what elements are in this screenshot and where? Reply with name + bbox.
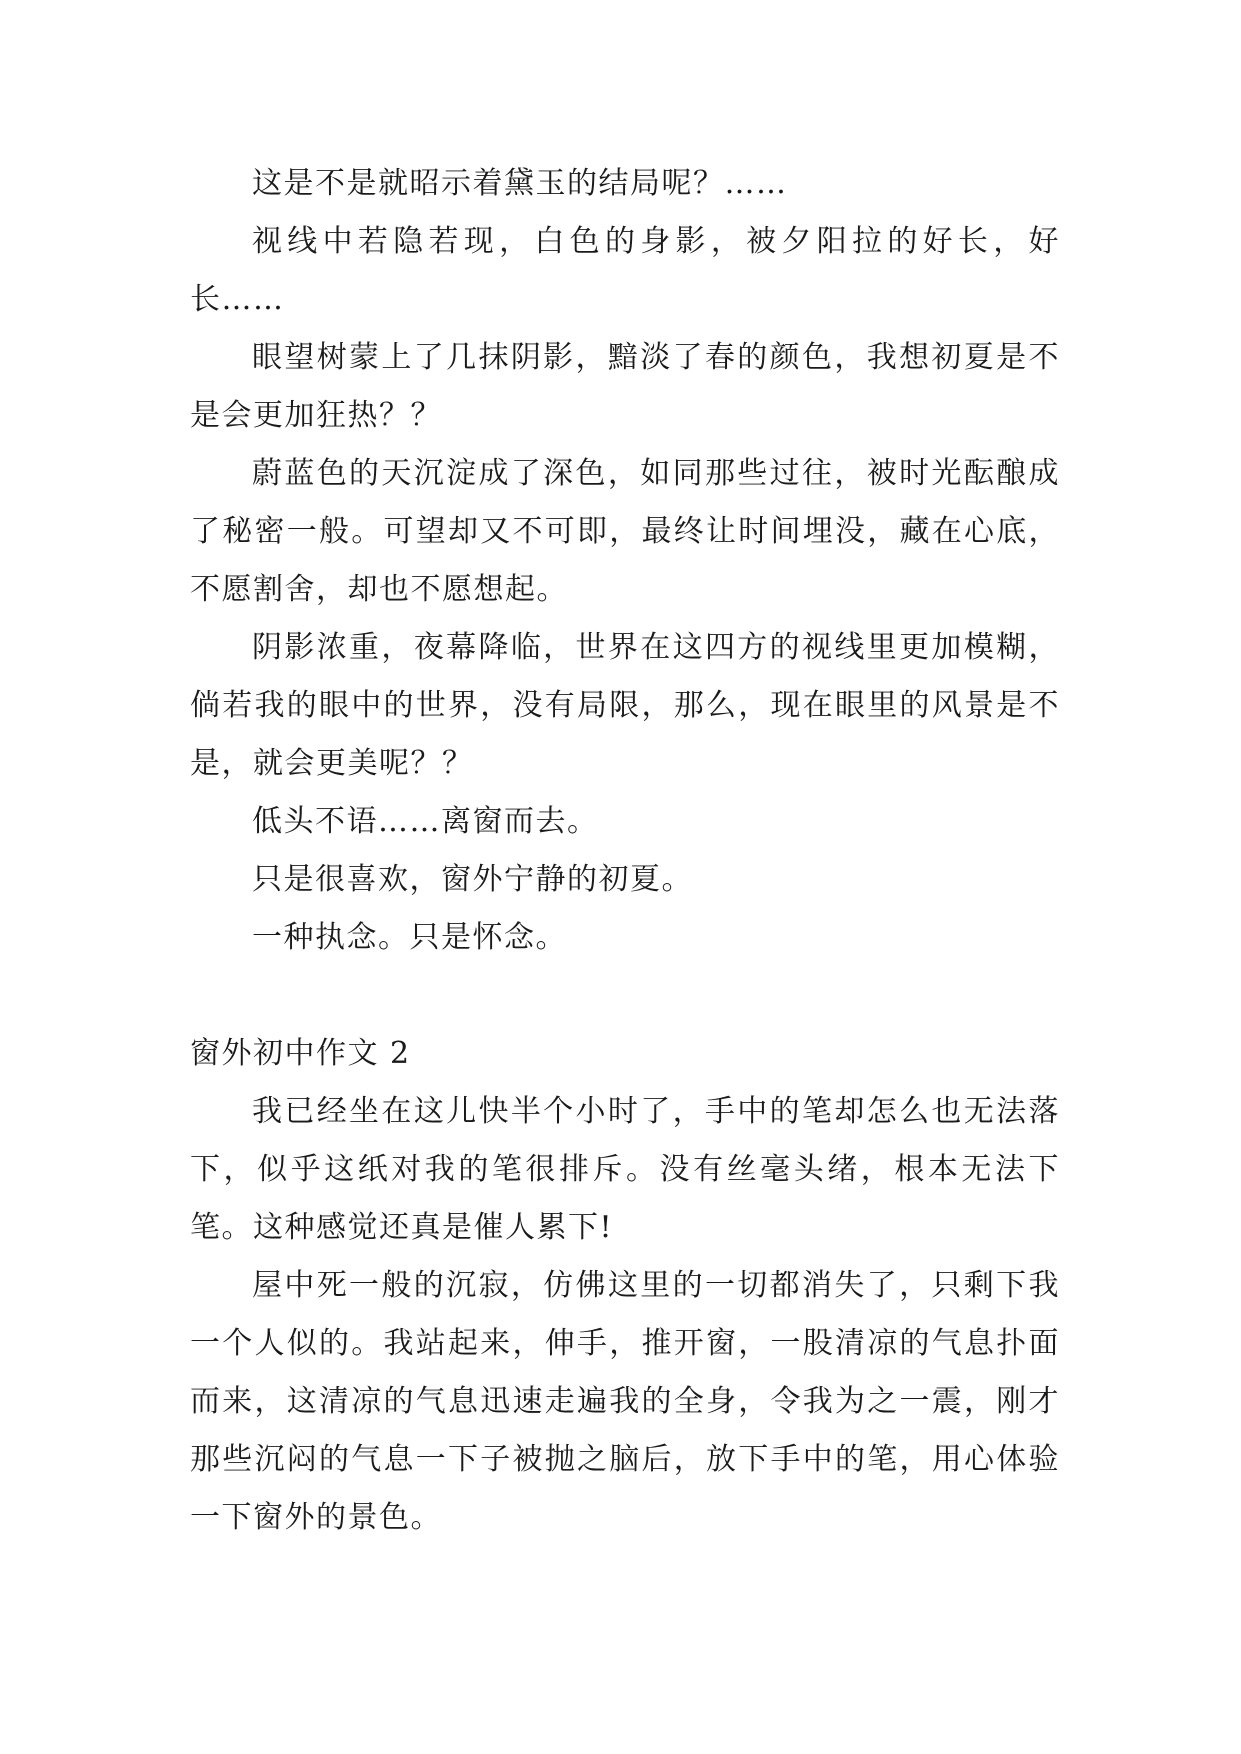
paragraph: 蔚蓝色的天沉淀成了深色，如同那些过往，被时光酝酿成了秘密一般。可望却又不可即，最终让时间埋没，藏在心底，不愿割舍，却也不愿想起。	[190, 456, 1060, 607]
section-title: 窗外初中作文 2	[190, 1036, 411, 1071]
paragraph: 视线中若隐若现，白色的身影，被夕阳拉的好长，好长……	[190, 224, 1060, 317]
paragraph: 低头不语……离窗而去。	[252, 804, 599, 839]
paragraph: 阴影浓重，夜幕降临，世界在这四方的视线里更加模糊，倘若我的眼中的世界，没有局限，那么，现在眼里的风景是不是，就会更美呢？？	[190, 630, 1060, 781]
paragraph: 屋中死一般的沉寂，仿佛这里的一切都消失了，只剩下我一个人似的。我站起来，伸手，推开窗，一股清凉的气息扑面而来，这清凉的气息迅速走遍我的全身，令我为之一震，刚才那些沉闷的气息一下子被抛之脑后，放下手中的笔，用心体验一下窗外的景色。	[190, 1268, 1060, 1535]
paragraph: 一种执念。只是怀念。	[252, 920, 567, 955]
paragraph: 这是不是就昭示着黛玉的结局呢？……	[252, 166, 788, 201]
paragraph: 我已经坐在这儿快半个小时了，手中的笔却怎么也无法落下，似乎这纸对我的笔很排斥。没有丝毫头绪，根本无法下笔。这种感觉还真是催人累下!	[190, 1094, 1060, 1245]
paragraph: 眼望树蒙上了几抹阴影，黯淡了春的颜色，我想初夏是不是会更加狂热？？	[190, 340, 1060, 433]
document-page	[190, 155, 1060, 1547]
paragraph: 只是很喜欢，窗外宁静的初夏。	[252, 862, 693, 897]
